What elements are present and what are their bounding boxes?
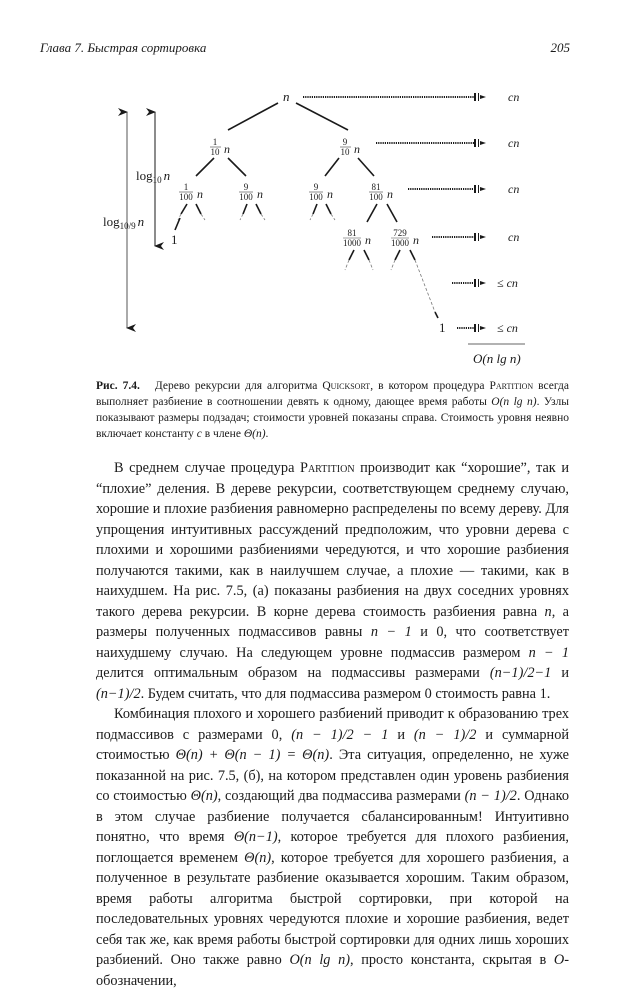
svg-text:100: 100 xyxy=(179,192,193,202)
procedure-name: Partition xyxy=(489,380,534,392)
svg-text:1000: 1000 xyxy=(391,238,409,248)
page-number: 205 xyxy=(550,40,570,55)
height-long-label xyxy=(103,214,144,231)
paragraph-2: Комбинация плохого и хорошего разбиений приводит к образованию трех подмассивов с размерами 0, (n − 1)/2 − 1 и (n − 1)/2 и суммарной стоимостью Θ(n) + Θ(n − 1) = Θ(n). Эта ситуация, определенно, не хуже показанной на рис. 7.5, (б), на котором представлен один уровень разбиения со стоимостью Θ(n), создающий два подмассива размерами (n − 1)/2. Однако в этом случае разбиение получается сбалансированным! Интуитивно понятно, что время Θ(n−1), которое требуется для плохого разбиения, поглощается временем Θ(n), которое требуется для хорошего разбиения, а полученное в результате разбиение оказывается хорошим. Таким образом, время работы алгоритма быстрой сортировки, при которой на последовательных уровнях чередуются плохие и хорошие разбиения, ведет себя так же, как время работы быстрой сортировки для одних лишь хороших разбиений. Оно также равно O(n lg n), просто константа, скрытая в O-обозначении, xyxy=(96,706,570,989)
tree-edges xyxy=(175,103,438,318)
svg-text:100: 100 xyxy=(309,192,323,202)
svg-text:1: 1 xyxy=(212,137,218,147)
svg-text:n: n xyxy=(387,187,393,201)
svg-text:9: 9 xyxy=(342,137,348,147)
svg-text:100: 100 xyxy=(369,192,383,202)
svg-text:81: 81 xyxy=(371,182,381,192)
level-cost-2: cn xyxy=(508,182,520,196)
svg-text:9: 9 xyxy=(243,182,249,192)
height-short-label xyxy=(136,168,170,185)
svg-text:log10/9n: $\log_{10/9} n$ xyxy=(103,214,145,231)
svg-text:n: n xyxy=(365,233,371,247)
node-level1-left xyxy=(210,137,230,157)
cost-arrowheads xyxy=(474,93,486,332)
svg-text:n: n xyxy=(413,233,419,247)
svg-text:729: 729 xyxy=(393,228,407,238)
chapter-title: Глава 7. Быстрая сортировка xyxy=(40,40,207,55)
svg-text:9: 9 xyxy=(313,182,319,192)
node-level3-2 xyxy=(391,228,419,248)
level-cost-4: ≤ cn xyxy=(497,276,518,290)
svg-text:10: 10 xyxy=(210,147,220,157)
leaf-left: 1 xyxy=(171,232,178,247)
node-level2-3 xyxy=(309,182,333,202)
svg-text:10: 10 xyxy=(340,147,350,157)
node-root: n xyxy=(283,89,290,104)
cost-arrows xyxy=(303,97,474,328)
svg-text:log10n: $\log_{10} n$ xyxy=(136,168,171,185)
svg-text:n: n xyxy=(224,142,230,156)
leaf-right: 1 xyxy=(439,320,446,335)
node-level1-right xyxy=(340,137,360,157)
body-text xyxy=(96,458,569,991)
svg-text:100: 100 xyxy=(239,192,253,202)
caption-label: Рис. 7.4. xyxy=(96,380,140,392)
level-cost-5: ≤ cn xyxy=(497,321,518,335)
svg-text:n: n xyxy=(327,187,333,201)
total-cost: O(n lg n) xyxy=(473,351,521,366)
recursion-tree-diagram xyxy=(0,0,633,380)
recursion-tree-figure xyxy=(0,0,633,380)
node-level2-2 xyxy=(239,182,263,202)
svg-text:81: 81 xyxy=(347,228,357,238)
node-level3-1 xyxy=(343,228,371,248)
level-cost-1: cn xyxy=(508,136,520,150)
node-level2-4 xyxy=(369,182,393,202)
svg-text:n: n xyxy=(354,142,360,156)
algorithm-name: Quicksort xyxy=(322,380,371,392)
node-level2-1 xyxy=(179,182,203,202)
svg-text:n: n xyxy=(257,187,263,201)
paragraph-1: В среднем случае процедура Partition производит как “хорошие”, так и “плохие” деления. В дереве рекурсии, соответствующем среднему случаю, хорошие и плохие разбиения равномерно распределены по всему дереву. Для упрощения интуитивных рассуждений предположим, что уровни дерева с плохими и хорошими разбиениями чередуются, и что хорошие разбиения получаются такими, как в наилучшем случае, а плохие — такими, как в наихудшем. На рис. 7.5, (а) показаны разбиения на двух соседних уровнях такого дерева рекурсии. В корне дерева стоимость разбиения равна n, а размеры полученных подмассивов равны n − 1 и 0, что соответствует наихудшему случаю. На следующем уровне подмассив размером n − 1 делится оптимальным образом на подмассивы размерами (n−1)/2−1 и (n−1)/2. Будем считать, что для подмассива размером 0 стоимость равна 1. xyxy=(96,460,569,702)
svg-text:1: 1 xyxy=(183,182,189,192)
figure-caption: Рис. 7.4. Дерево рекурсии для алгоритма Quicksort, в котором процедура Partition всегда выполняет разбиение в соотношении девять к одному, дающее время работы O(n lg n). Узлы показывают размеры подзадач; стоимости уровней показаны справа. Стоимость уровня неявно включает константу c в члене Θ(n). xyxy=(96,380,570,440)
svg-text:n: n xyxy=(197,187,203,201)
level-cost-3: cn xyxy=(508,230,520,244)
level-cost-0: cn xyxy=(508,90,520,104)
svg-text:1000: 1000 xyxy=(343,238,361,248)
